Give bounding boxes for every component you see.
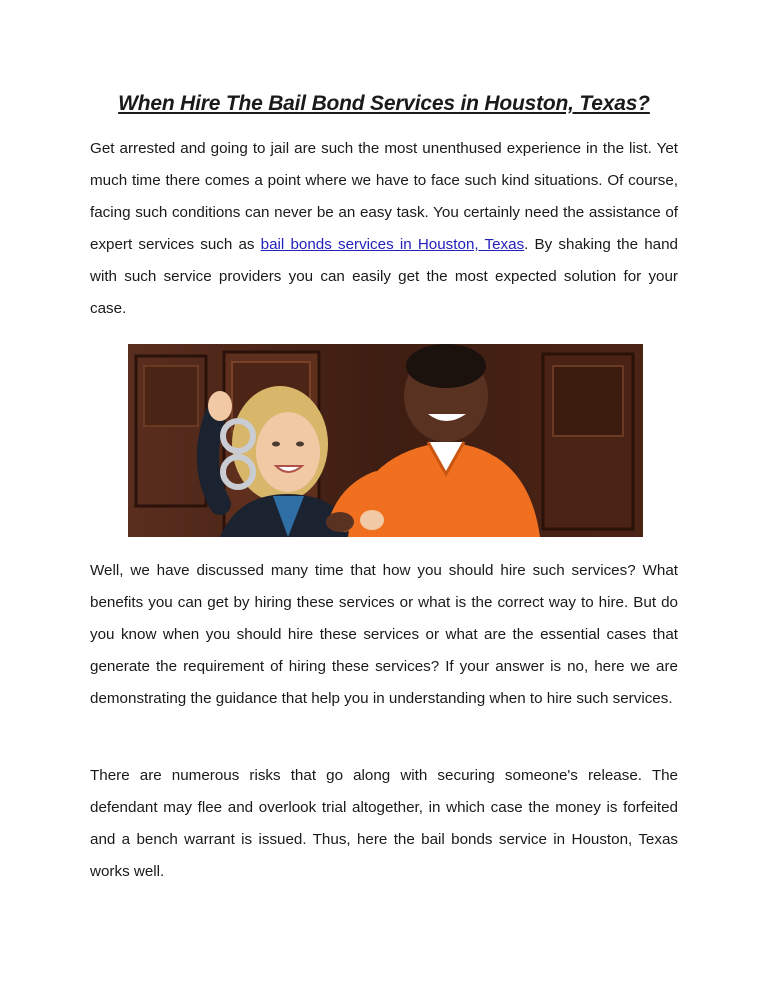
page-title: When Hire The Bail Bond Services in Houston, Texas? [118, 92, 650, 115]
intro-text-after: . By shaking the hand with such service providers you can easily get the most expected solution for your case. [90, 236, 678, 317]
paragraph-when-to-hire: Well, we have discussed many time that how you should hire such services? What benefits you can get by hiring these services or what is the correct way to hire. But do you know when you should hire these services or what are the essential cases that generate the requirement of hiring these services? If your answer is no, here we are demonstrating the guidance that help you in understanding when to hire such services. [90, 562, 678, 707]
bail-release-photo [128, 344, 643, 537]
intro-paragraph [90, 133, 678, 325]
bail-bonds-link[interactable]: bail bonds services in Houston, Texas [260, 236, 525, 253]
paragraph-risks: There are numerous risks that go along with securing someone's release. The defendant may flee and overlook trial altogether, in which case the money is forfeited and a bench warrant is issued. Thus, here the bail bonds service in Houston, Texas works well. [90, 767, 678, 880]
intro-text-before: Get arrested and going to jail are such the most unenthused experience in the list. Yet much time there comes a point where we have to face such kind situations. Of course, facing such conditions can never be an easy task. You certainly need the assistance of expert services such as [90, 140, 678, 253]
